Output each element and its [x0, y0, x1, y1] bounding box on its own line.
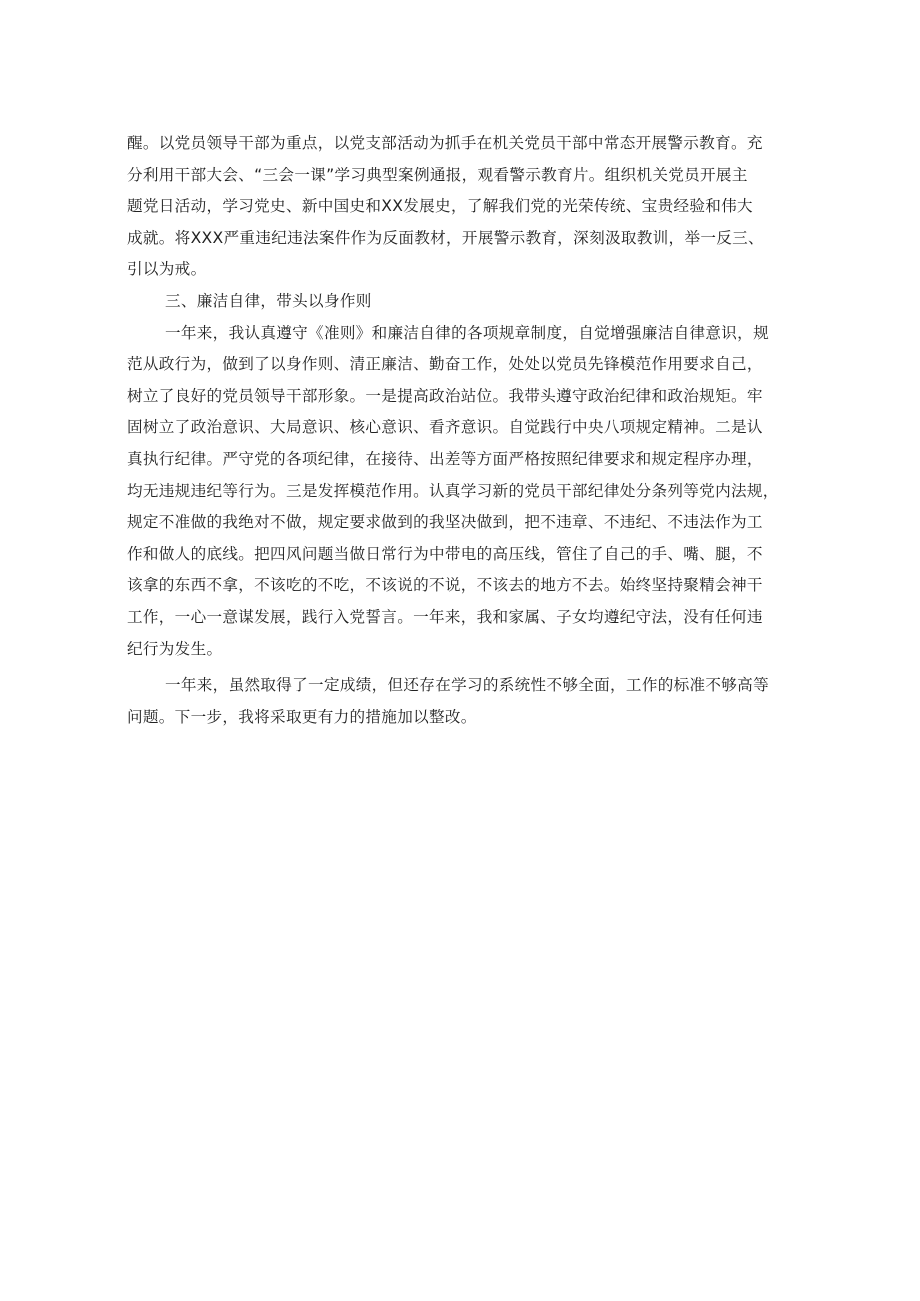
text-line: 树立了良好的党员领导干部形象。一是提高政治站位。我带头遵守政治纪律和政治规矩。牢: [127, 386, 763, 405]
paragraph-conclusion: [127, 670, 825, 733]
text-line: 工作，一心一意谋发展，践行入党誓言。一年来，我和家属、子女均遵纪守法，没有任何违: [127, 607, 763, 626]
text-line: 范从政行为，做到了以身作则、清正廉洁、勤奋工作，处处以党员先锋模范作用要求自己，: [127, 355, 763, 374]
text-line: 纪行为发生。: [127, 639, 223, 658]
paragraph-warning-education: [127, 128, 825, 286]
text-line: 作和做人的底线。把四风问题当做日常行为中带电的高压线，管住了自己的手、嘴、腿，不: [127, 544, 763, 563]
text-line: 题党日活动，学习党史、新中国史和XX发展史，了解我们党的光荣传统、宝贵经验和伟大: [127, 197, 753, 216]
text-line: 引以为戒。: [127, 260, 207, 279]
text-line: 均无违规违纪等行为。三是发挥模范作用。认真学习新的党员干部纪律处分条列等党内法规，: [127, 481, 779, 500]
text-line: 该拿的东西不拿，不该吃的不吃，不该说的不说，不该去的地方不去。始终坚持聚精会神干: [127, 576, 763, 595]
text-line: 一年来，虽然取得了一定成绩，但还存在学习的系统性不够全面，工作的标准不够高等: [165, 676, 769, 695]
document-body: [127, 128, 825, 733]
text-line: 真执行纪律。严守党的各项纪律，在接待、出差等方面严格按照纪律要求和规定程序办理，: [127, 449, 763, 468]
text-line: 固树立了政治意识、大局意识、核心意识、看齐意识。自觉践行中央八项规定精神。二是认: [127, 418, 763, 437]
text-line: 一年来，我认真遵守《准则》和廉洁自律的各项规章制度，自觉增强廉洁自律意识，规: [165, 323, 769, 342]
paragraph-self-discipline: [127, 318, 825, 666]
section-heading-3: 三、廉洁自律，带头以身作则: [165, 291, 372, 310]
text-line: 规定不准做的我绝对不做，规定要求做到的我坚决做到，把不违章、不违纪、不违法作为工: [127, 513, 763, 532]
text-line: 醒。以党员领导干部为重点，以党支部活动为抓手在机关党员干部中常态开展警示教育。充: [127, 134, 763, 152]
text-line: 成就。将XXX严重违纪违法案件作为反面教材，开展警示教育，深刻汲取教训，举一反三、: [127, 228, 764, 247]
text-line: 分利用干部大会、“三会一课”学习典型案例通报，观看警示教育片。组织机关党员开展主: [127, 165, 748, 184]
text-line: 问题。下一步，我将采取更有力的措施加以整改。: [127, 707, 477, 726]
